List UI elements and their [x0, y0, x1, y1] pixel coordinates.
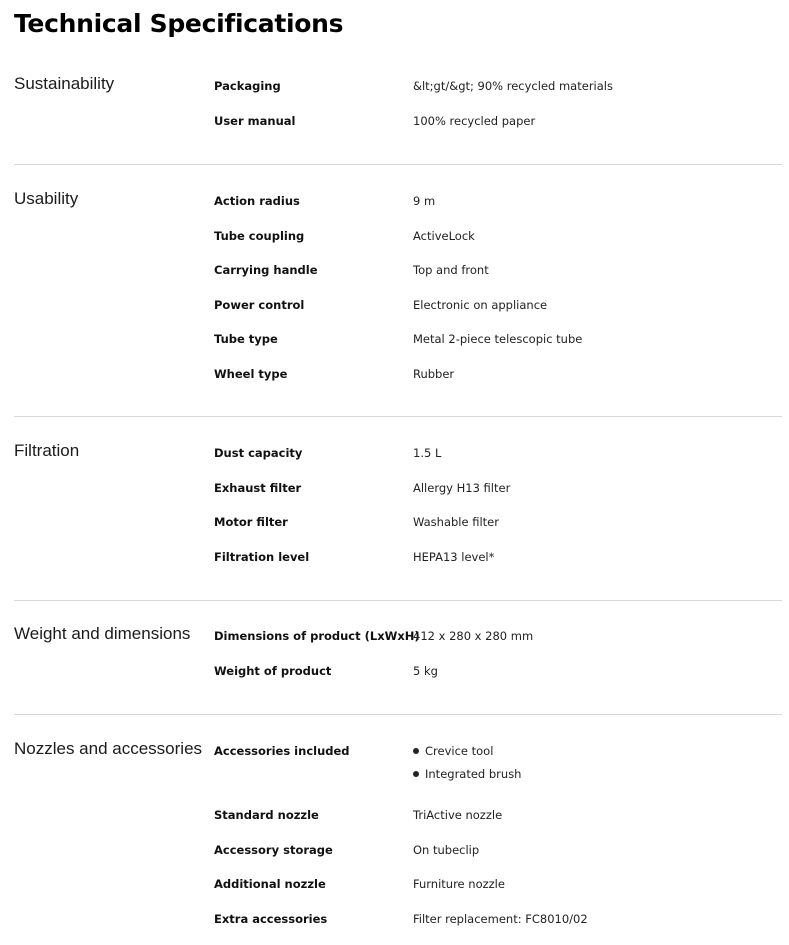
section-divider	[14, 416, 782, 417]
spec-label: Additional nozzle	[214, 876, 326, 892]
spec-label: Dust capacity	[214, 445, 302, 461]
spec-row	[214, 78, 774, 113]
spec-row	[214, 514, 774, 549]
spec-list	[214, 193, 774, 400]
spec-row	[214, 331, 774, 366]
spec-row	[214, 743, 774, 807]
spec-label: User manual	[214, 113, 295, 129]
spec-list	[214, 743, 774, 945]
spec-list	[214, 445, 774, 583]
spec-value: TriActive nozzle	[413, 807, 502, 823]
section-title: Filtration	[14, 441, 79, 461]
spec-list	[214, 78, 774, 147]
spec-label: Power control	[214, 297, 304, 313]
spec-label: Action radius	[214, 193, 300, 209]
spec-label: Standard nozzle	[214, 807, 319, 823]
page-title: Technical Specifications	[14, 8, 343, 40]
spec-value: On tubeclip	[413, 842, 479, 858]
spec-label: Carrying handle	[214, 262, 318, 278]
spec-label: Accessories included	[214, 743, 350, 759]
spec-value: Metal 2-piece telescopic tube	[413, 331, 582, 347]
spec-value: Washable filter	[413, 514, 499, 530]
spec-label: Packaging	[214, 78, 281, 94]
accessories-list	[413, 743, 521, 789]
spec-row	[214, 193, 774, 228]
spec-row	[214, 262, 774, 297]
spec-list	[214, 628, 774, 697]
spec-value	[413, 743, 521, 789]
spec-value: 100% recycled paper	[413, 113, 535, 129]
spec-row	[214, 911, 774, 945]
spec-value: HEPA13 level*	[413, 549, 494, 565]
spec-value: Top and front	[413, 262, 489, 278]
spec-row	[214, 807, 774, 842]
bullet-icon	[413, 771, 419, 777]
spec-value: 1.5 L	[413, 445, 441, 461]
spec-label: Dimensions of product (LxWxH)	[214, 628, 420, 644]
spec-row	[214, 549, 774, 584]
list-item-text: Crevice tool	[425, 744, 493, 758]
spec-row	[214, 663, 774, 698]
spec-value: &lt;gt/&gt; 90% recycled materials	[413, 78, 613, 94]
spec-label: Tube coupling	[214, 228, 304, 244]
spec-value: Furniture nozzle	[413, 876, 505, 892]
spec-label: Exhaust filter	[214, 480, 301, 496]
spec-row	[214, 113, 774, 148]
spec-row	[214, 876, 774, 911]
bullet-icon	[413, 748, 419, 754]
spec-row	[214, 297, 774, 332]
spec-row	[214, 628, 774, 663]
spec-value: 9 m	[413, 193, 435, 209]
spec-row	[214, 228, 774, 263]
section-title: Sustainability	[14, 74, 114, 94]
spec-label: Weight of product	[214, 663, 331, 679]
section-title: Nozzles and accessories	[14, 739, 202, 759]
section-title: Usability	[14, 189, 78, 209]
spec-value: 5 kg	[413, 663, 438, 679]
spec-row	[214, 842, 774, 877]
spec-value: Rubber	[413, 366, 454, 382]
spec-value: Filter replacement: FC8010/02	[413, 911, 588, 927]
spec-label: Accessory storage	[214, 842, 333, 858]
spec-value: Electronic on appliance	[413, 297, 547, 313]
spec-label: Extra accessories	[214, 911, 327, 927]
spec-value: ActiveLock	[413, 228, 475, 244]
spec-row	[214, 366, 774, 401]
section-divider	[14, 164, 782, 165]
spec-row	[214, 480, 774, 515]
spec-label: Wheel type	[214, 366, 287, 382]
spec-row	[214, 445, 774, 480]
list-item	[413, 743, 521, 766]
section-title: Weight and dimensions	[14, 624, 190, 644]
section-divider	[14, 600, 782, 601]
spec-label: Motor filter	[214, 514, 288, 530]
spec-value: 412 x 280 x 280 mm	[413, 628, 533, 644]
spec-label: Tube type	[214, 331, 278, 347]
section-divider	[14, 714, 782, 715]
spec-label: Filtration level	[214, 549, 309, 565]
list-item-text: Integrated brush	[425, 767, 521, 781]
spec-value: Allergy H13 filter	[413, 480, 510, 496]
list-item	[413, 766, 521, 789]
